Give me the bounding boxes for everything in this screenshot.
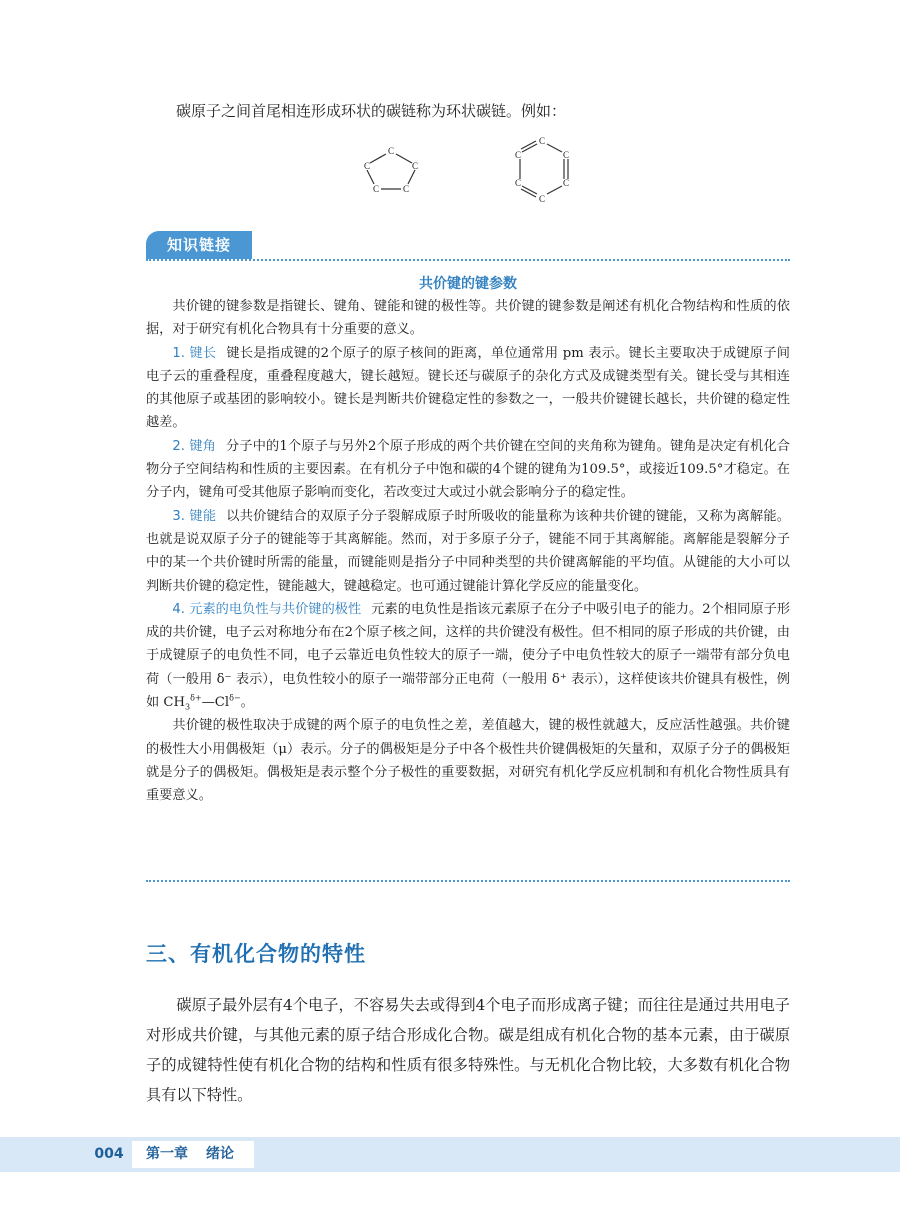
ring-atom: C	[412, 161, 419, 171]
box-paragraph: 4. 元素的电负性与共价键的极性 元素的电负性是指该元素原子在分子中吸引电子的能力。2个相同原子形成的共价键，电子云对称地分布在2个原子核之间，这样的共价键没有极性。但不相同的原子形成的共价键，由于成键原子的电负性不同，电子云靠近电负性较大的原子一端，使分子中电负性较大的原子一端带有部分负电荷（一般用 δ⁻ 表示），电负性较小的原子一端带部分正电荷（一般用 δ⁺ 表示），这样使该共价键具有极性，例如 $CH_3^{\delta+}—Cl^{\delta-}$。	[146, 601, 791, 712]
box-bottom-divider	[146, 880, 790, 882]
box-title: 共价键的键参数	[419, 276, 517, 292]
ring-atom: C	[403, 184, 410, 194]
keyword-bond-length: 1. 键长	[172, 345, 217, 361]
box-paragraph: 共价键的极性取决于成键的两个原子的电负性之差，差值越大，键的极性就越大，反应活性越强。共价键的极性大小用偶极矩（μ）表示。分子的偶极矩是分子中各个极性共价键偶极矩的矢量和，双原子分子的偶极矩就是分子的偶极矩。偶极矩是表示整个分子极性的重要数据，对研究有机化学反应机制和有机化合物性质具有重要意义。	[146, 718, 790, 804]
keyword-bond-angle: 2. 键角	[172, 438, 217, 454]
cyclopentane-structure	[356, 140, 426, 202]
box-top-divider	[146, 259, 790, 261]
ring-atom: C	[515, 178, 522, 188]
keyword-bond-energy: 3. 键能	[172, 508, 217, 524]
keyword-electronegativity: 4. 元素的电负性与共价键的极性	[172, 601, 362, 617]
ring-atom: C	[539, 136, 546, 146]
section-body	[146, 990, 790, 1110]
ring-atom: C	[388, 146, 395, 156]
knowledge-box	[146, 295, 790, 808]
ring-atom: C	[373, 184, 380, 194]
page-number: 004	[86, 1141, 132, 1168]
benzene-structure	[510, 134, 574, 206]
box-paragraph: 共价键的键参数是指键长、键角、键能和键的极性等。共价键的键参数是阐述有机化合物结构和性质的依据，对于研究有机化合物具有十分重要的意义。	[146, 299, 790, 338]
intro-text: 碳原子之间首尾相连形成环状的碳链称为环状碳链。例如：	[176, 102, 567, 120]
box-paragraph: 1. 键长 键长是指成键的2个原子的原子核间的距离，单位通常用 pm 表示。键长主要取决于成键原子间电子云的重叠程度，重叠程度越大，键长越短。键长还与碳原子的杂化方式及成键类型有关。键长受与其相连的其他原子或基团的影响较小。键长是判断共价键稳定性的参数之一，一般共价键键长越长，共价键的稳定性越差。	[146, 345, 790, 431]
section-paragraph: 碳原子最外层有4个电子，不容易失去或得到4个电子而形成离子键；而往往是通过共用电子对形成共价键，与其他元素的原子结合形成化合物。碳是组成有机化合物的基本元素，由于碳原子的成键特性使有机化合物的结构和性质有很多特殊性。与无机化合物比较，大多数有机化合物具有以下特性。	[146, 996, 790, 1104]
ring-atom: C	[364, 161, 371, 171]
ring-atom: C	[539, 194, 546, 204]
formula-ch3cl: $CH_3^{\delta+}—Cl^{\delta-}$	[163, 693, 241, 712]
ring-atom: C	[515, 150, 522, 160]
box-paragraph: 2. 键角 分子中的1个原子与另外2个原子形成的两个共价键在空间的夹角称为键角。键角是决定有机化合物分子空间结构和性质的主要因素。在有机分子中饱和碳的4个键的键角为109.5°，或接近109.5°才稳定。在分子内，键角可受其他原子影响而变化，若改变过大或过小就会影响分子的稳定性。	[146, 438, 790, 501]
section-heading: 三、有机化合物的特性	[146, 942, 366, 966]
ring-atom: C	[563, 150, 570, 160]
box-paragraph: 3. 键能 以共价键结合的双原子分子裂解成原子时所吸收的能量称为该种共价键的键能，又称为离解能。也就是说双原子分子的键能等于其离解能。然而，对于多原子分子，键能不同于其离解能。离解能是裂解分子中的某一个共价键时所需的能量，而键能则是指分子中同种类型的共价键离解能的平均值。从键能的大小可以判断共价键的稳定性，键能越大，键越稳定。也可通过键能计算化学反应的能量变化。	[146, 508, 790, 594]
knowledge-link-tag: 知识链接	[146, 231, 252, 259]
chapter-label: 第一章 绪论	[132, 1141, 254, 1168]
ring-atom: C	[563, 178, 570, 188]
